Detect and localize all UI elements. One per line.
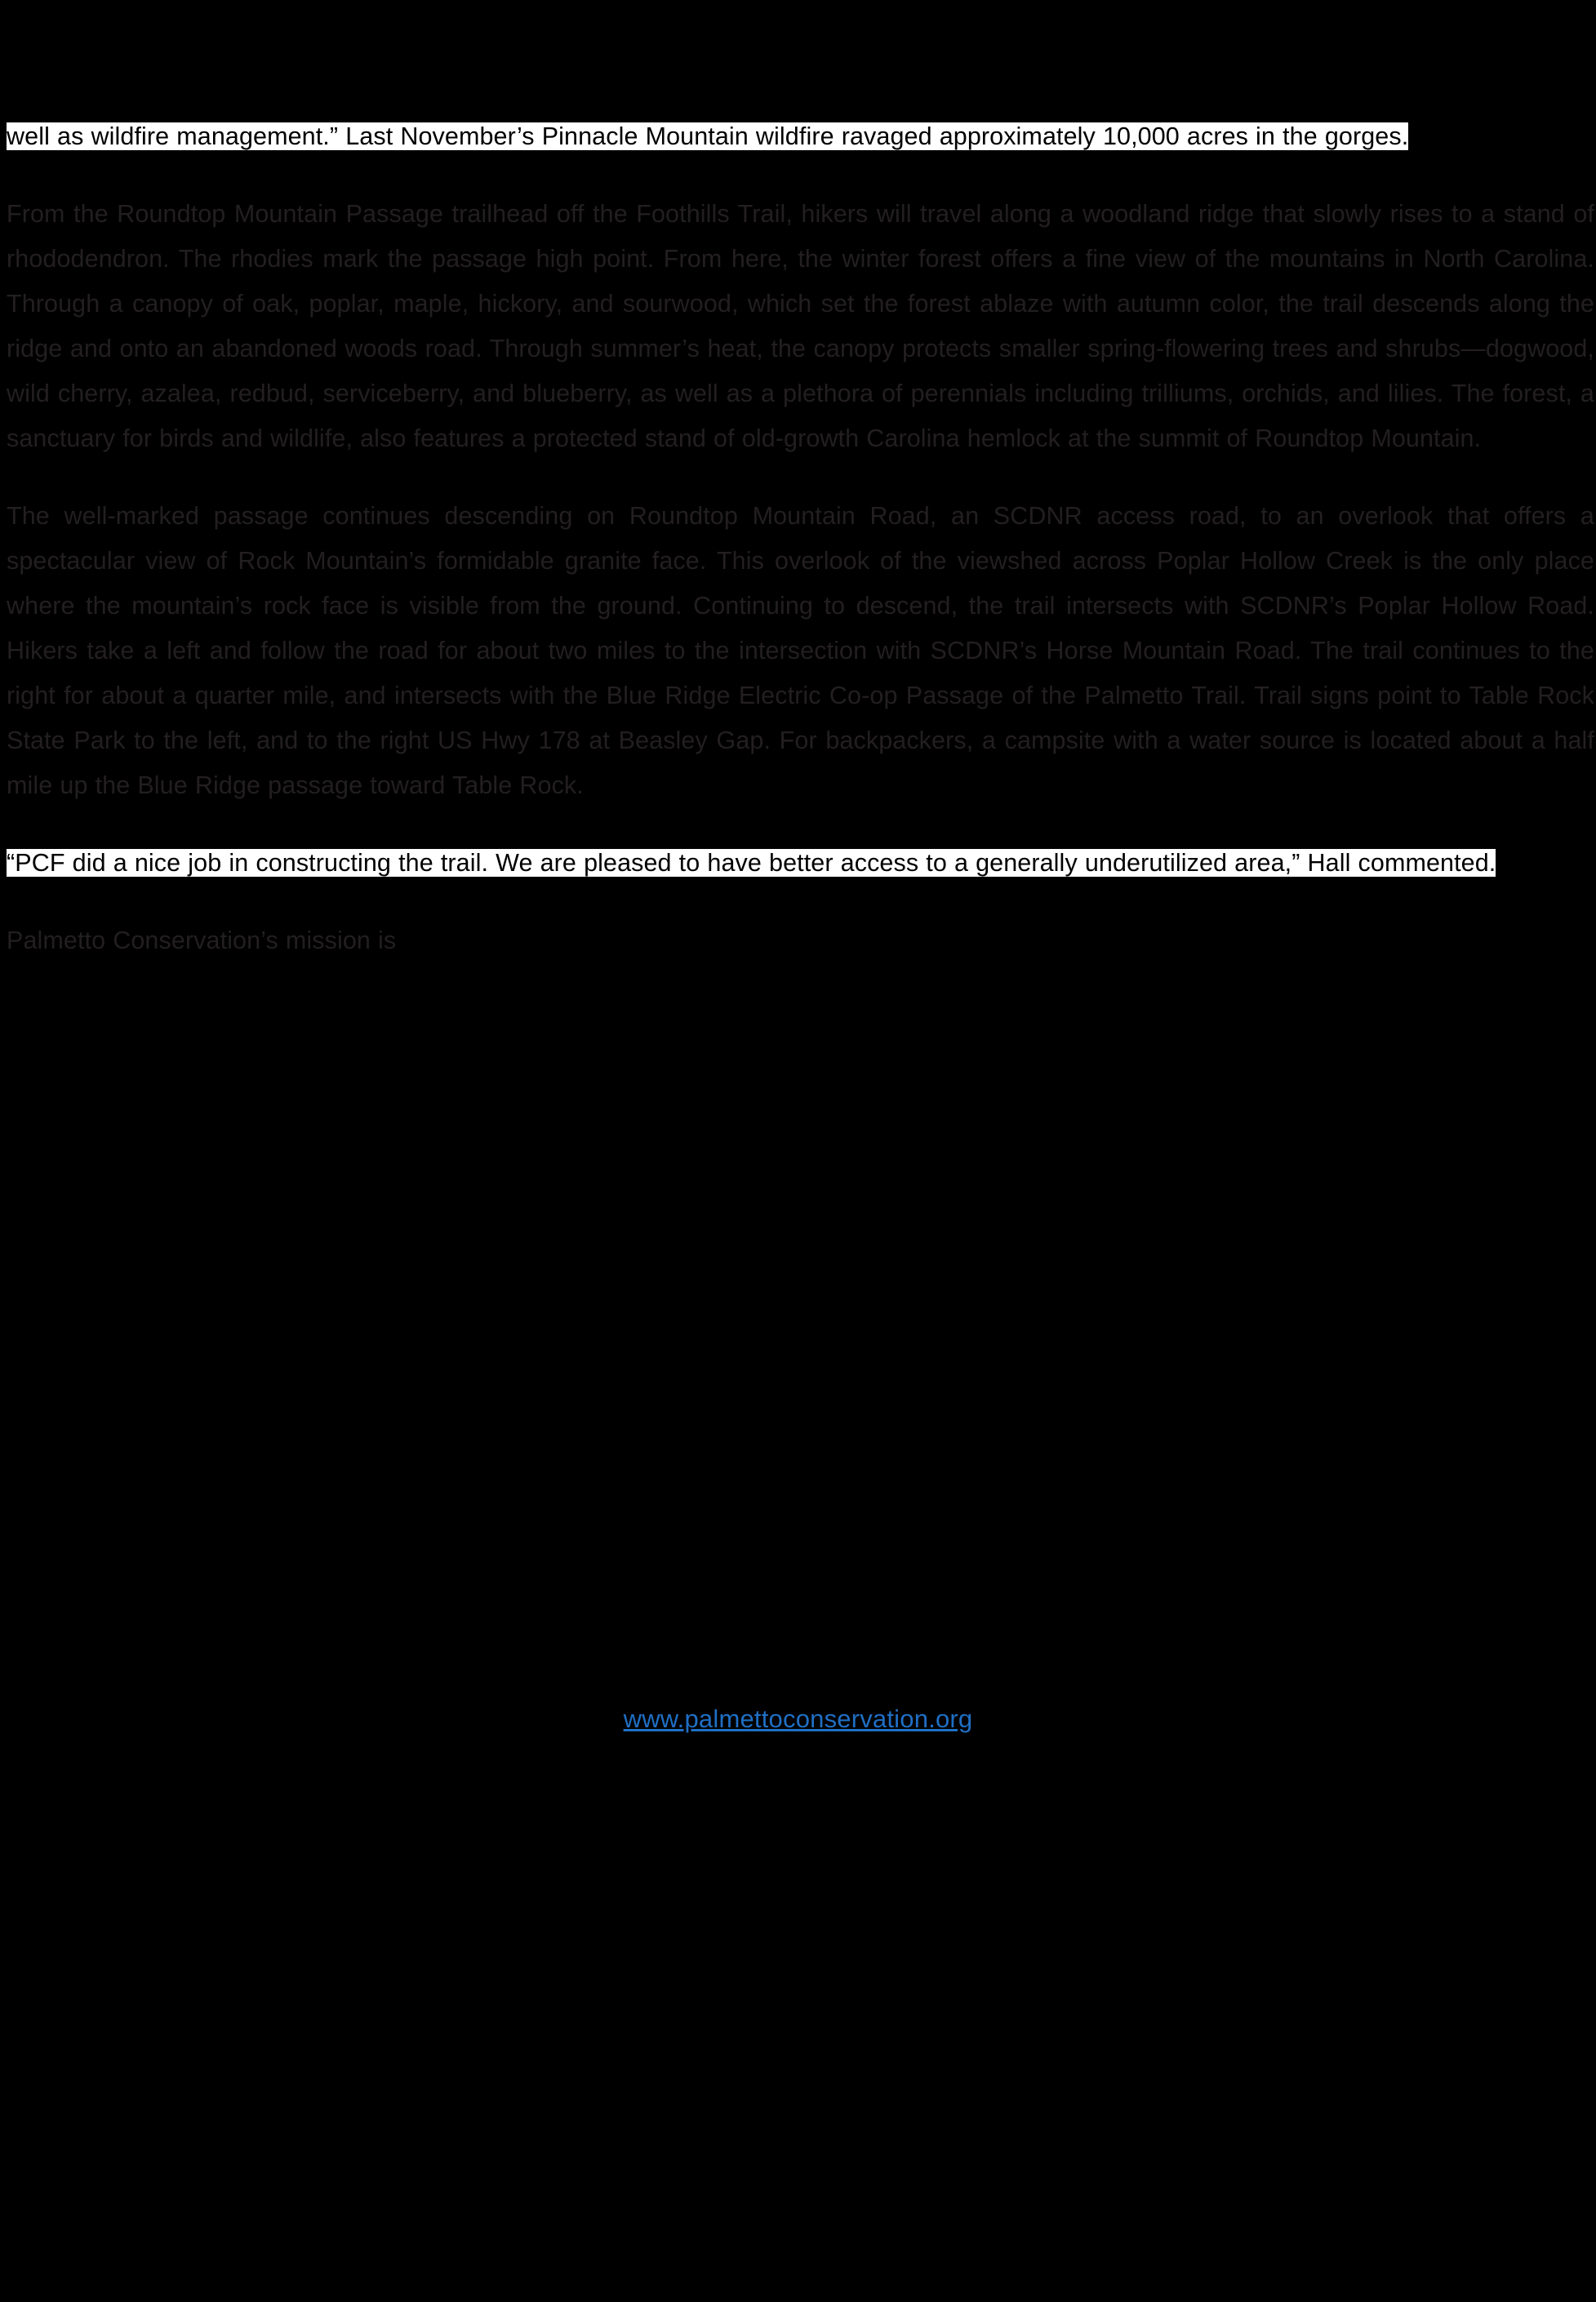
- website-link[interactable]: www.palmettoconservation.org: [623, 1704, 973, 1733]
- paragraph-well-marked-passage: [7, 494, 1594, 808]
- paragraph-quote-hall-text: “PCF did a nice job in constructing the trail. We are pleased to have better access to a generally underutilized area,” Hall commented.: [7, 849, 1496, 877]
- paragraph-quote-hall: [7, 841, 1594, 886]
- paragraph-roundtop-passage-text: From the Roundtop Mountain Passage trailhead off the Foothills Trail, hikers will travel along a woodland ridge that slowly rises to a stand of rhododendron. The rhodies mark the passage high point. From here, the winter forest offers a fine view of the mountains in North Carolina. Through a canopy of oak, poplar, maple, hickory, and sourwood, which set the forest ablaze with autumn color, the trail descends along the ridge and onto an abandoned woods road. Through summer’s heat, the canopy protects smaller spring-flowering trees and shrubs—dogwood, wild cherry, azalea, redbud, serviceberry, and blueberry, as well as a plethora of perennials including trilliums, orchids, and lilies. The forest, a sanctuary for birds and wildlife, also features a protected stand of old-growth Carolina hemlock at the summit of Roundtop Mountain.: [7, 200, 1594, 452]
- paragraph-wildfire: [7, 114, 1594, 159]
- document-body: [7, 114, 1594, 996]
- paragraph-mission-text: Palmetto Conservation’s mission is: [7, 927, 397, 954]
- paragraph-well-marked-passage-text: The well-marked passage continues descending on Roundtop Mountain Road, an SCDNR access road, to an overlook that offers a spectacular view of Rock Mountain’s formidable granite face. This overlook of the viewshed across Poplar Hollow Creek is the only place where the mountain’s rock face is visible from the ground. Continuing to descend, the trail intersects with SCDNR’s Poplar Hollow Road. Hikers take a left and follow the road for about two miles to the intersection with SCDNR’s Horse Mountain Road. The trail continues to the right for about a quarter mile, and intersects with the Blue Ridge Electric Co-op Passage of the Palmetto Trail. Trail signs point to Table Rock State Park to the left, and to the right US Hwy 178 at Beasley Gap. For backpackers, a campsite with a water source is located about a half mile up the Blue Ridge passage toward Table Rock.: [7, 502, 1594, 799]
- paragraph-mission: [7, 918, 1594, 963]
- footer-link-container: [0, 1704, 1596, 1734]
- paragraph-wildfire-text: well as wildfire management.” Last November’s Pinnacle Mountain wildfire ravaged approximately 10,000 acres in the gorges.: [7, 122, 1409, 150]
- paragraph-roundtop-passage: [7, 192, 1594, 461]
